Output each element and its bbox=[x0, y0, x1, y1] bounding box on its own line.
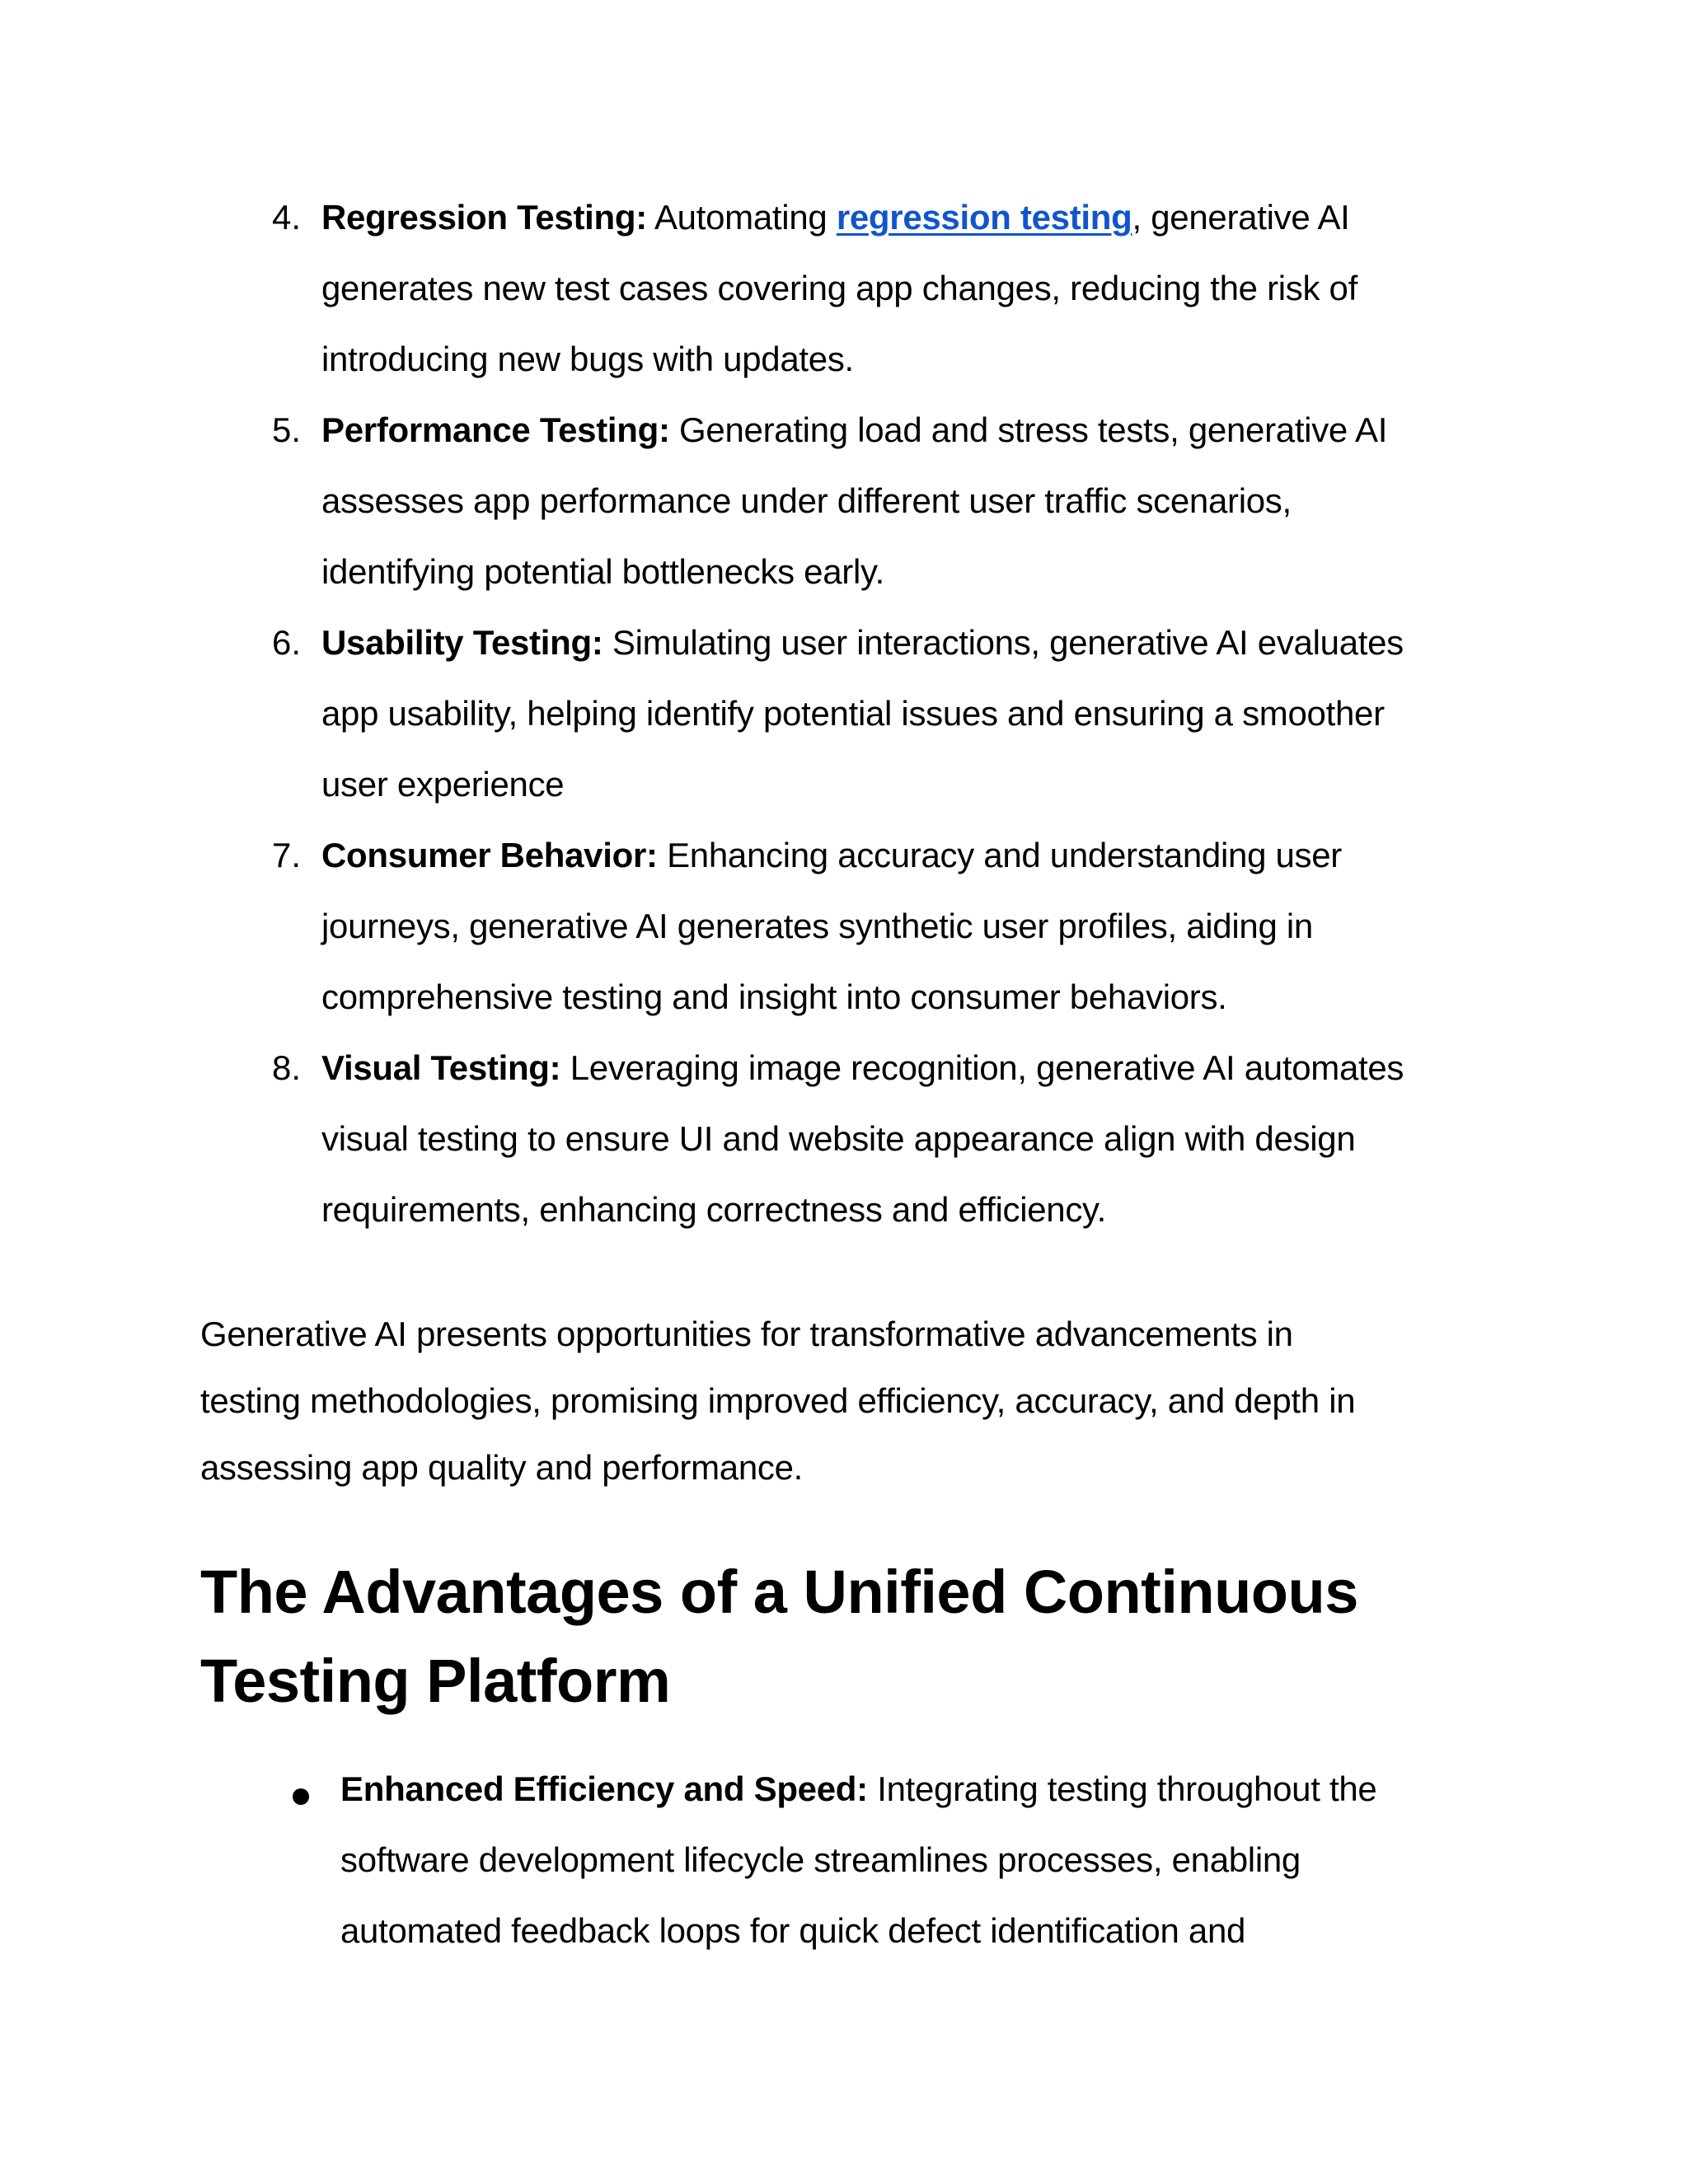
list-item-body bbox=[321, 182, 1558, 395]
heading-line: Testing Platform bbox=[200, 1647, 671, 1715]
list-number: 6. bbox=[272, 623, 302, 662]
list-item-term: Performance Testing: bbox=[321, 410, 670, 449]
list-item-term: Usability Testing: bbox=[321, 623, 603, 662]
list-item-line: user experience bbox=[321, 765, 565, 804]
list-item-term: Consumer Behavior: bbox=[321, 836, 658, 874]
list-item-text: Automating bbox=[646, 198, 837, 237]
list-item-line: automated feedback loops for quick defect identification and bbox=[340, 1911, 1246, 1950]
list-item-line bbox=[340, 1754, 1560, 1825]
list-item-line: journeys, generative AI generates synthetic user profiles, aiding in bbox=[321, 907, 1313, 945]
list-item-line: requirements, enhancing correctness and efficiency. bbox=[321, 1190, 1107, 1229]
list-item-term: Enhanced Efficiency and Speed: bbox=[340, 1769, 868, 1808]
list-item-line: generates new test cases covering app changes, reducing the risk of bbox=[321, 269, 1357, 307]
list-item-text: Simulating user interactions, generative AI evaluates bbox=[603, 623, 1404, 662]
list-item-line bbox=[321, 607, 1558, 678]
list-item-line bbox=[321, 395, 1558, 466]
list-item-line bbox=[321, 1033, 1558, 1104]
list-item-line: software development lifecycle streamlines processes, enabling bbox=[340, 1840, 1301, 1879]
list-item-text: Leveraging image recognition, generative AI automates bbox=[560, 1048, 1404, 1087]
list-item-text: Integrating testing throughout the bbox=[867, 1769, 1377, 1808]
list-item-line: assesses app performance under different user traffic scenarios, bbox=[321, 481, 1292, 520]
list-item-body bbox=[321, 1033, 1558, 1245]
list-item-line: comprehensive testing and insight into consumer behaviors. bbox=[321, 977, 1227, 1016]
list-item-text: Generating load and stress tests, generative AI bbox=[669, 410, 1388, 449]
regression-testing-link[interactable]: regression testing bbox=[836, 198, 1132, 237]
bullet-icon bbox=[293, 1788, 309, 1805]
paragraph-line: assessing app quality and performance. bbox=[200, 1448, 804, 1487]
paragraph-line: testing methodologies, promising improved efficiency, accuracy, and depth in bbox=[200, 1381, 1356, 1420]
section-heading bbox=[200, 1548, 1536, 1726]
list-item-line: introducing new bugs with updates. bbox=[321, 340, 854, 378]
list-item-line: identifying potential bottlenecks early. bbox=[321, 552, 884, 591]
list-number: 4. bbox=[272, 198, 302, 237]
list-item-text: , generative AI bbox=[1132, 198, 1350, 237]
list-item-line bbox=[321, 820, 1558, 891]
heading-line: The Advantages of a Unified Continuous bbox=[200, 1558, 1358, 1626]
list-item-body bbox=[340, 1754, 1560, 1966]
list-item-term: Regression Testing: bbox=[321, 198, 647, 237]
list-item-line bbox=[321, 182, 1558, 253]
list-number: 8. bbox=[272, 1048, 302, 1087]
list-item-body bbox=[321, 607, 1558, 820]
paragraph-line: Generative AI presents opportunities for transformative advancements in bbox=[200, 1315, 1293, 1353]
list-item-body bbox=[321, 395, 1558, 607]
summary-paragraph bbox=[200, 1301, 1519, 1501]
list-number: 7. bbox=[272, 836, 302, 874]
list-item-line: visual testing to ensure UI and website appearance align with design bbox=[321, 1119, 1356, 1158]
list-item-body bbox=[321, 820, 1558, 1033]
list-item-text: Enhancing accuracy and understanding user bbox=[657, 836, 1342, 874]
list-number: 5. bbox=[272, 410, 302, 449]
list-item-term: Visual Testing: bbox=[321, 1048, 561, 1087]
list-item-line: app usability, helping identify potential issues and ensuring a smoother bbox=[321, 694, 1385, 733]
